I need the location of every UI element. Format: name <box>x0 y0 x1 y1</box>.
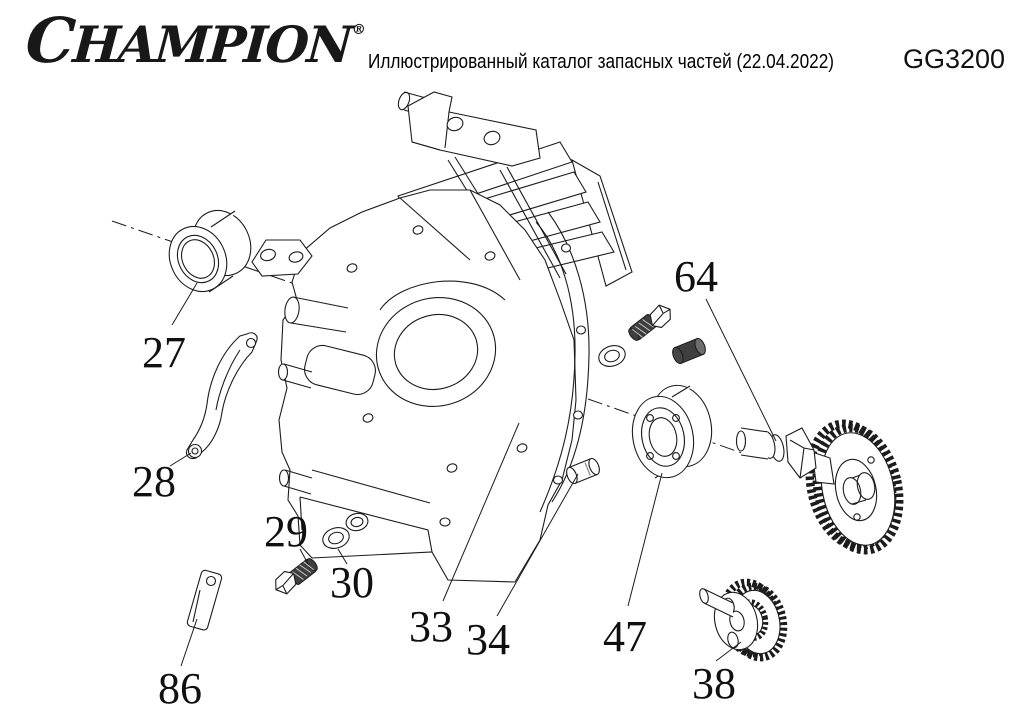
part-38-governor-gear <box>698 577 790 662</box>
part-label-47: 47 <box>603 612 647 661</box>
catalog-title: Иллюстрированный каталог запасных частей (22.04.2022) <box>368 51 835 73</box>
part-34-dowel-pin <box>565 457 602 485</box>
leader-line-27 <box>172 283 197 325</box>
part-label-27: 27 <box>142 328 186 377</box>
leader-line-64 <box>706 299 776 441</box>
oil-sensor-bolt <box>626 301 675 345</box>
leader-line-47 <box>628 473 662 606</box>
part-label-33: 33 <box>409 602 453 651</box>
part-label-34: 34 <box>466 615 510 664</box>
top-bracket <box>396 91 540 166</box>
brand-rest: HAMPION <box>71 15 353 74</box>
part-28-governor-arm <box>187 333 258 459</box>
part-label-38: 38 <box>692 659 736 708</box>
part-47-ball-bearing <box>625 380 719 484</box>
model-number: GG3200 <box>903 44 1006 74</box>
part-label-28: 28 <box>132 457 176 506</box>
part-64-camshaft-gear <box>737 416 911 558</box>
dowel-pin-dark <box>671 337 708 365</box>
sealing-washer <box>596 342 628 369</box>
part-27-bearing <box>159 201 262 301</box>
part-label-64: 64 <box>674 252 718 301</box>
registered-mark: ® <box>351 22 367 38</box>
part-label-86: 86 <box>158 664 202 713</box>
part-29-drain-bolt <box>270 553 319 597</box>
part-label-30: 30 <box>330 558 374 607</box>
part-label-29: 29 <box>264 507 308 556</box>
part-86-plate <box>186 569 222 631</box>
brand-first-letter: C <box>23 4 76 77</box>
